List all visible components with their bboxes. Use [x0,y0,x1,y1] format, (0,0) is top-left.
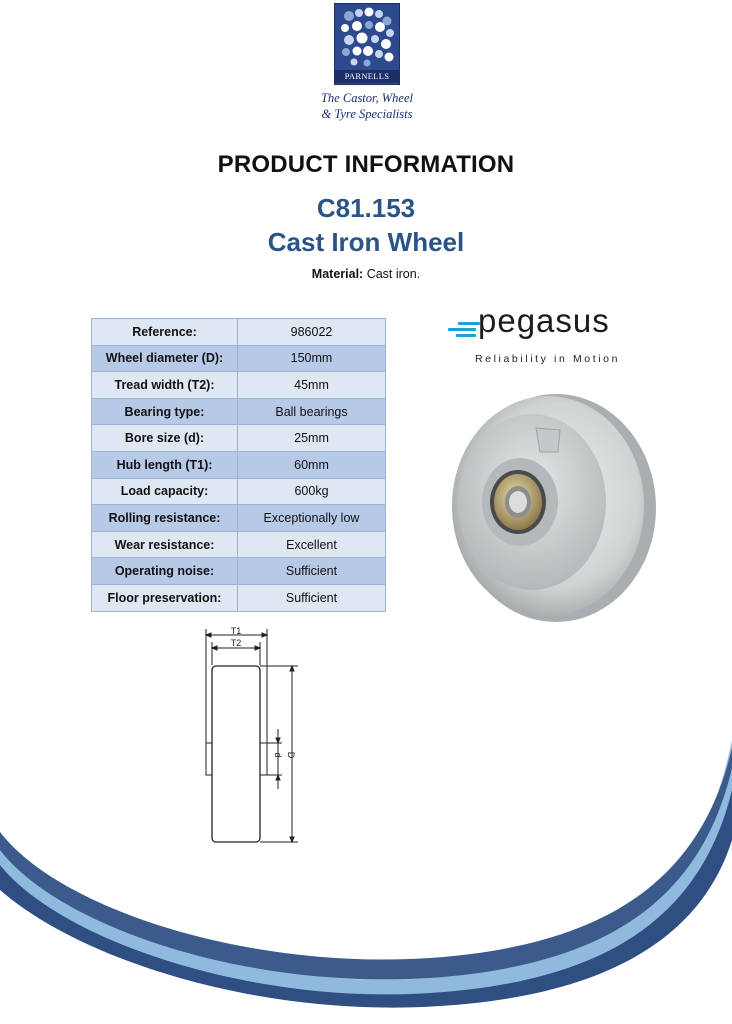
wheel-photo [440,390,662,626]
tagline-line-1: The Castor, Wheel [320,91,413,105]
product-code: C81.153 [316,193,416,223]
table-row [92,584,386,611]
dim-label-t2: T2 [230,638,242,648]
page-title: PRODUCT INFORMATION [217,151,515,178]
spec-value: 25mm [238,425,386,452]
spec-value: 986022 [238,319,386,346]
dim-label-t1: T1 [230,626,242,636]
bearing-bore [509,491,527,513]
spec-label: Bore size (d): [92,425,238,452]
table-row [92,319,386,346]
material-line [0,267,732,281]
table-row [92,478,386,505]
pegasus-wordmark: pegasus [478,302,610,339]
spec-label: Hub length (T1): [92,451,238,478]
table-row [92,345,386,372]
table-row [92,425,386,452]
spec-value: 150mm [238,345,386,372]
spec-label: Reference: [92,319,238,346]
product-name: Cast Iron Wheel [267,227,465,257]
spec-value: Exceptionally low [238,505,386,532]
spec-table [91,318,386,612]
spec-value: Sufficient [238,584,386,611]
spec-label: Operating noise: [92,558,238,585]
logo-stripe [456,334,476,337]
pegasus-tagline: Reliability in Motion [475,353,621,365]
tagline-line-2: & Tyre Specialists [321,107,413,121]
logo-stripe [448,328,476,331]
material-label: Material: [311,267,364,281]
dim-label-d: d [273,752,283,758]
table-row [92,398,386,425]
spec-value: Ball bearings [238,398,386,425]
material-value: Cast iron. [366,267,421,281]
table-row [92,505,386,532]
spec-value: 60mm [238,451,386,478]
dim-label-D: D [286,751,296,759]
table-row [92,451,386,478]
logo-tagline [300,90,434,122]
table-row [92,531,386,558]
footer-swoosh [0,660,732,1024]
spec-value: Sufficient [238,558,386,585]
logo-bubbles-icon [335,4,399,70]
spec-label: Rolling resistance: [92,505,238,532]
spec-value: 600kg [238,478,386,505]
wheel-lug [536,428,560,452]
parnells-logo [334,3,400,85]
spec-value: Excellent [238,531,386,558]
table-row [92,558,386,585]
spec-label: Wear resistance: [92,531,238,558]
pegasus-logo [448,302,628,372]
spec-label: Tread width (T2): [92,372,238,399]
table-row [92,372,386,399]
logo-stripe [458,322,480,325]
spec-label: Bearing type: [92,398,238,425]
spec-value: 45mm [238,372,386,399]
logo-brand-text: PARNELLS [335,70,399,83]
spec-label: Wheel diameter (D): [92,345,238,372]
spec-label: Floor preservation: [92,584,238,611]
spec-label: Load capacity: [92,478,238,505]
